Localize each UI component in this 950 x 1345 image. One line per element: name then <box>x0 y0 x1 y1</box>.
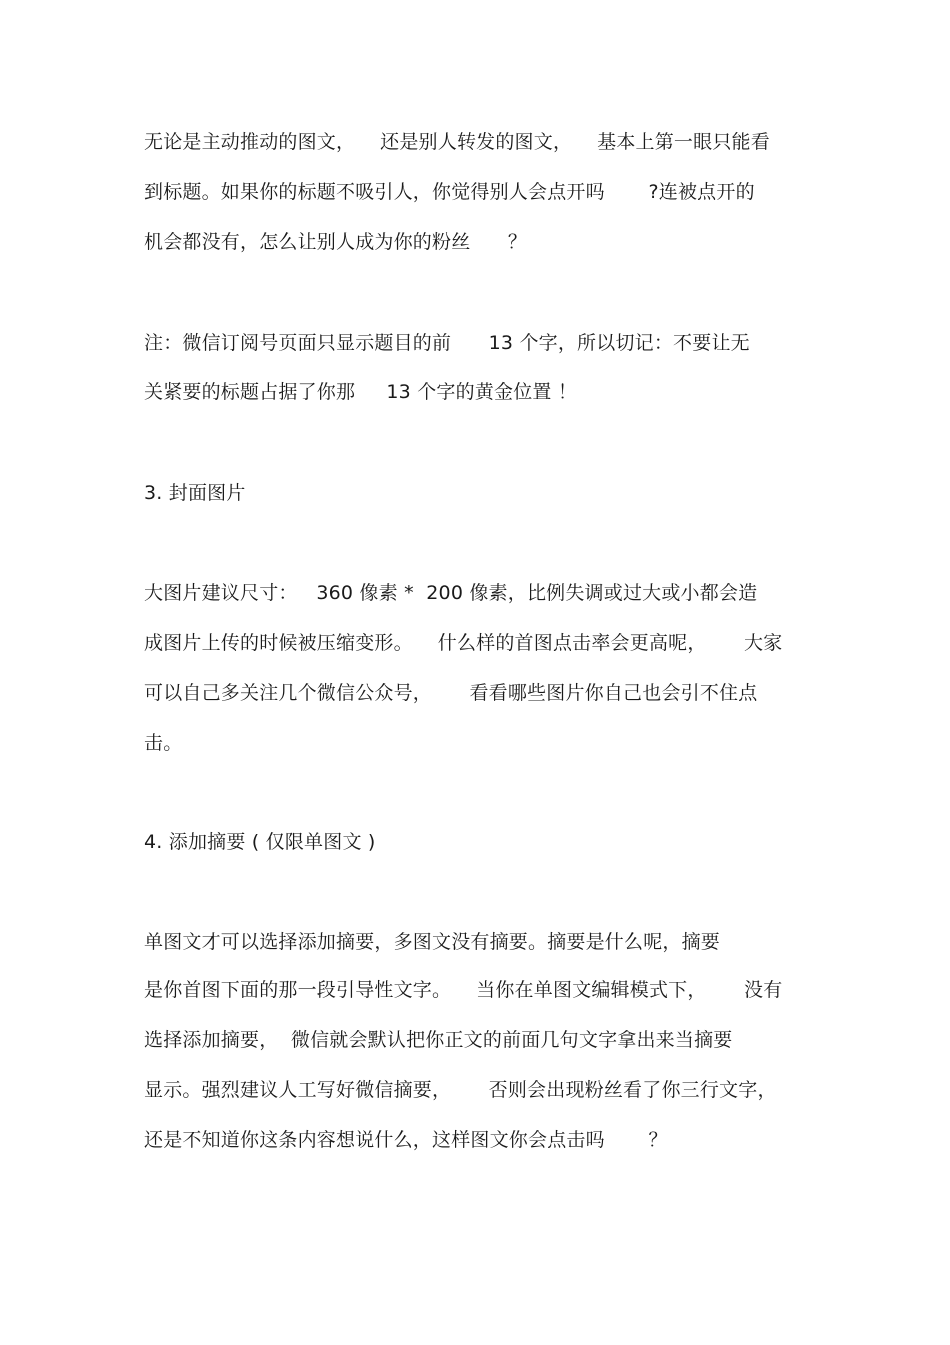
paragraph-line: 机会都没有，怎么让别人成为你的粉丝 ？ <box>144 231 528 253</box>
paragraph-line: 显示。强烈建议人工写好微信摘要， 否则会出现粉丝看了你三行文字， <box>144 1079 777 1101</box>
section-heading: 3. 封面图片 <box>144 482 246 504</box>
paragraph-line: 单图文才可以选择添加摘要，多图文没有摘要。摘要是什么呢，摘要 <box>144 931 721 953</box>
paragraph-line: 还是不知道你这条内容想说什么，这样图文你会点击吗 ？ <box>144 1129 668 1151</box>
paragraph-line: 成图片上传的时候被压缩变形。 什么样的首图点击率会更高呢， 大家 <box>144 632 783 654</box>
paragraph-line: 选择添加摘要， 微信就会默认把你正文的前面几句文字拿出来当摘要 <box>144 1029 733 1051</box>
paragraph-line: 关紧要的标题占据了你那 13 个字的黄金位置 ！ <box>144 381 578 403</box>
paragraph-line: 到标题。如果你的标题不吸引人，你觉得别人会点开吗 ?连被点开的 <box>144 181 755 203</box>
paragraph-line: 无论是主动推动的图文， 还是别人转发的图文， 基本上第一眼只能看 <box>144 131 770 153</box>
paragraph-line: 是你首图下面的那一段引导性文字。 当你在单图文编辑模式下， 没有 <box>144 979 783 1001</box>
paragraph-line: 可以自己多关注几个微信公众号， 看看哪些图片你自己也会引不住点 <box>144 682 758 704</box>
section-heading: 4. 添加摘要 ( 仅限单图文 ) <box>144 831 376 853</box>
paragraph-line: 注：微信订阅号页面只显示题目的前 13 个字，所以切记：不要让无 <box>144 332 750 354</box>
paragraph-line: 击。 <box>144 732 183 754</box>
paragraph-line: 大图片建议尺寸： 360 像素 * 200 像素，比例失调或过大或小都会造 <box>144 582 758 604</box>
